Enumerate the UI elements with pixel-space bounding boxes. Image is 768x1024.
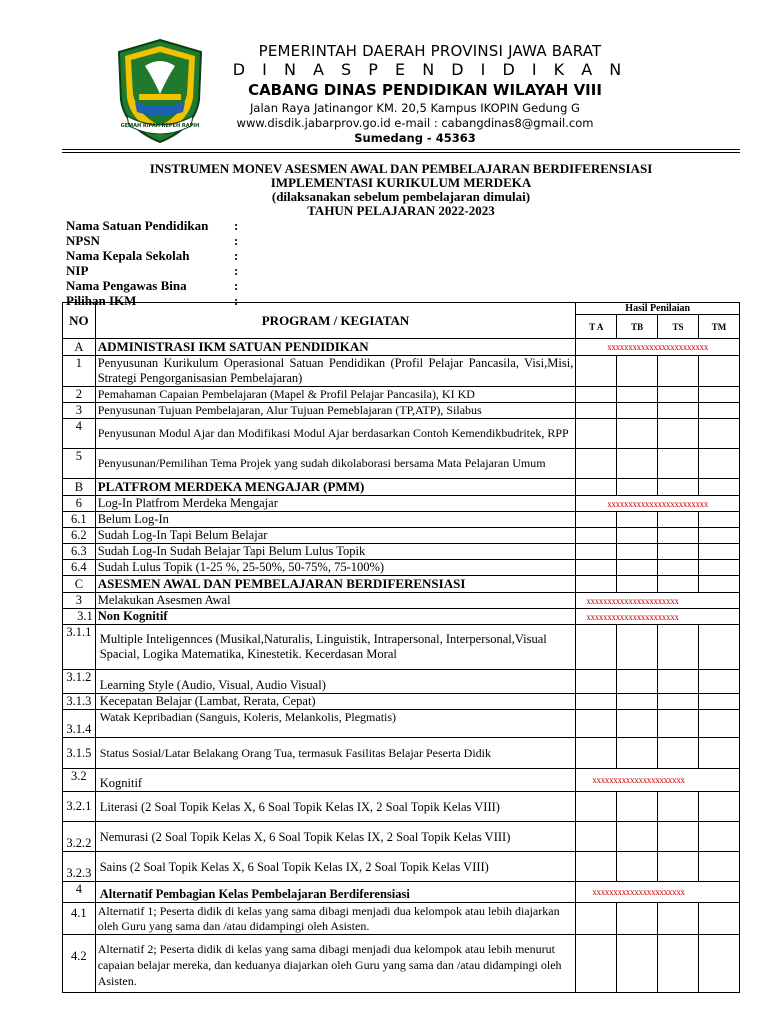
row-number: 3.1 xyxy=(63,609,96,625)
score-cell-tm[interactable] xyxy=(699,449,740,479)
score-cell-tb[interactable] xyxy=(617,449,658,479)
score-cell-ts[interactable] xyxy=(658,903,699,935)
score-cell-ts[interactable] xyxy=(658,694,699,710)
table-row xyxy=(63,792,740,822)
table-row xyxy=(63,356,740,387)
row-number: A xyxy=(63,339,96,356)
row-text: Nemurasi (2 Soal Topik Kelas X, 6 Soal Topik Kelas IX, 2 Soal Topik Kelas VIII) xyxy=(95,822,576,852)
header-ta: T A xyxy=(576,315,617,339)
row-number: 3 xyxy=(63,403,96,419)
score-cell-ta[interactable] xyxy=(576,528,617,544)
score-cell-tb[interactable] xyxy=(617,387,658,403)
letterhead-address: Jalan Raya Jatinangor KM. 20,5 Kampus IKOPIN Gedung G xyxy=(250,101,580,115)
row-text: Kognitif xyxy=(95,769,576,792)
row-number: 3.1.4 xyxy=(63,710,96,738)
header-hasil-penilaian: Hasil Penilaian xyxy=(576,303,740,315)
table-row xyxy=(63,625,740,670)
score-cell-ts[interactable] xyxy=(658,935,699,993)
row-text: Sudah Lulus Topik (1-25 %, 25-50%, 50-75%, 75-100%) xyxy=(95,560,576,576)
field-row xyxy=(66,218,244,233)
score-cell-ta[interactable] xyxy=(576,625,617,670)
table-row xyxy=(63,670,740,694)
field-row xyxy=(66,278,244,293)
score-cell-ts[interactable] xyxy=(658,528,699,544)
table-row xyxy=(63,852,740,882)
score-cell-ta[interactable] xyxy=(576,852,617,882)
score-cell-ta[interactable] xyxy=(576,935,617,993)
row-number: 6.1 xyxy=(63,512,96,528)
score-cell-tm xyxy=(699,576,740,593)
row-text: Penyusunan Modul Ajar dan Modifikasi Modul Ajar berdasarkan Contoh Kemendikbudritek, RPP xyxy=(95,419,576,449)
score-cell-ts[interactable] xyxy=(658,356,699,387)
row-text: Penyusunan/Pemilihan Tema Projek yang sudah dikolaborasi bersama Mata Pelajaran Umum xyxy=(95,449,576,479)
table-row xyxy=(63,935,740,993)
row-text: Sudah Log-In Sudah Belajar Tapi Belum Lulus Topik xyxy=(95,544,576,560)
field-colon: : xyxy=(234,233,239,248)
score-cell-tm[interactable] xyxy=(699,419,740,449)
identity-fields xyxy=(66,218,244,308)
field-row xyxy=(66,233,244,248)
letterhead-branch: CABANG DINAS PENDIDIKAN WILAYAH VIII xyxy=(248,81,602,99)
table-row xyxy=(63,710,740,738)
score-cell-tm[interactable] xyxy=(699,903,740,935)
table-row xyxy=(63,544,740,560)
score-cell-tm[interactable] xyxy=(699,625,740,670)
section-title: PLATFROM MERDEKA MENGAJAR (PMM) xyxy=(95,479,576,496)
table-row xyxy=(63,769,740,792)
row-number: 5 xyxy=(63,449,96,479)
table-row xyxy=(63,609,740,625)
row-number: 3.1.3 xyxy=(63,694,96,710)
instrument-table xyxy=(62,302,740,993)
row-number: 1 xyxy=(63,356,96,387)
table-row xyxy=(63,593,740,609)
score-cell-tm[interactable] xyxy=(699,935,740,993)
table-row xyxy=(63,822,740,852)
field-label: NPSN xyxy=(66,233,100,248)
score-cell-ts[interactable] xyxy=(658,738,699,769)
score-cell-ta[interactable] xyxy=(576,544,617,560)
score-cell-tm[interactable] xyxy=(699,852,740,882)
score-cell-ta[interactable] xyxy=(576,903,617,935)
score-cell-ts[interactable] xyxy=(658,625,699,670)
score-cell-tb[interactable] xyxy=(617,694,658,710)
score-cell-ts[interactable] xyxy=(658,512,699,528)
score-cell-ts[interactable] xyxy=(658,419,699,449)
field-label: NIP xyxy=(66,263,89,278)
score-cell-tb xyxy=(617,479,658,496)
score-cell-ta[interactable] xyxy=(576,419,617,449)
score-cell-tm[interactable] xyxy=(699,670,740,694)
section-title: ADMINISTRASI IKM SATUAN PENDIDIKAN xyxy=(95,339,576,356)
table-row xyxy=(63,449,740,479)
row-text: Log-In Platfrom Merdeka Mengajar xyxy=(95,496,576,512)
score-cell-tb[interactable] xyxy=(617,544,658,560)
row-text: Alternatif 1; Peserta didik di kelas yang sama dibagi menjadi dua kelompok atau lebih diajarkan oleh Guru yang sama dan /atau didampingi oleh Asisten. xyxy=(95,903,576,935)
score-cell-ta[interactable] xyxy=(576,403,617,419)
score-cell-ts xyxy=(658,479,699,496)
score-cell-tm[interactable] xyxy=(699,738,740,769)
score-cell-ta[interactable] xyxy=(576,694,617,710)
na-marker: xxxxxxxxxxxxxxxxxxxxxxxx xyxy=(576,339,740,356)
score-cell-ta[interactable] xyxy=(576,710,617,738)
row-text: Pemahaman Capaian Pembelajaran (Mapel & Profil Pelajar Pancasila), KI KD xyxy=(95,387,576,403)
row-number: 2 xyxy=(63,387,96,403)
score-cell-tb[interactable] xyxy=(617,852,658,882)
letterhead-agency: D I N A S P E N D I D I K A N xyxy=(232,60,628,79)
row-number: 3.1.1 xyxy=(63,625,96,670)
row-text: Melakukan Asesmen Awal xyxy=(95,593,576,609)
na-marker: xxxxxxxxxxxxxxxxxxxxxxxx xyxy=(576,496,740,512)
letterhead-web-email: www.disdik.jabarprov.go.id e-mail : cabangdinas8@gmail.com xyxy=(236,116,594,130)
score-cell-tb[interactable] xyxy=(617,738,658,769)
score-cell-ts[interactable] xyxy=(658,560,699,576)
jawa-barat-emblem-icon xyxy=(115,38,205,144)
field-colon: : xyxy=(234,293,239,308)
field-label: Pilihan IKM xyxy=(66,293,137,308)
letterhead-divider xyxy=(62,149,740,150)
header-program: PROGRAM / KEGIATAN xyxy=(95,303,576,339)
row-number: 6.2 xyxy=(63,528,96,544)
table-row xyxy=(63,576,740,593)
row-text: Penyusunan Tujuan Pembelajaran, Alur Tujuan Pemeblajaran (TP,ATP), Silabus xyxy=(95,403,576,419)
score-cell-ts[interactable] xyxy=(658,792,699,822)
score-cell-tb[interactable] xyxy=(617,625,658,670)
field-label: Nama Kepala Sekolah xyxy=(66,248,190,263)
row-number: 3.2.1 xyxy=(63,792,96,822)
score-cell-ta[interactable] xyxy=(576,449,617,479)
score-cell-tm[interactable] xyxy=(699,403,740,419)
score-cell-tb[interactable] xyxy=(617,710,658,738)
header-tb: TB xyxy=(617,315,658,339)
document-subtitle: IMPLEMENTASI KURIKULUM MERDEKA xyxy=(270,175,532,190)
row-number: 3 xyxy=(63,593,96,609)
row-text: Sudah Log-In Tapi Belum Belajar xyxy=(95,528,576,544)
row-text: Literasi (2 Soal Topik Kelas X, 6 Soal Topik Kelas IX, 2 Soal Topik Kelas VIII) xyxy=(95,792,576,822)
field-colon: : xyxy=(234,263,239,278)
score-cell-tb[interactable] xyxy=(617,528,658,544)
score-cell-ts[interactable] xyxy=(658,710,699,738)
score-cell-ta[interactable] xyxy=(576,792,617,822)
score-cell-tm[interactable] xyxy=(699,544,740,560)
score-cell-ts[interactable] xyxy=(658,670,699,694)
table-row xyxy=(63,496,740,512)
row-text: Multiple Inteligennces (Musikal,Naturalis, Linguistik, Intrapersonal, Interpersonal,Visual Spacial, Logika Matematika, Kinestetik. Kecerdasan Moral xyxy=(95,625,576,670)
score-cell-tm xyxy=(699,479,740,496)
row-number: 3.2.3 xyxy=(63,852,96,882)
score-cell-tb[interactable] xyxy=(617,560,658,576)
score-cell-ta[interactable] xyxy=(576,512,617,528)
na-marker: xxxxxxxxxxxxxxxxxxxxxx xyxy=(576,882,740,903)
table-row xyxy=(63,882,740,903)
section-title: Alternatif Pembagian Kelas Pembelajaran Berdiferensiasi xyxy=(95,882,576,903)
score-cell-ta[interactable] xyxy=(576,387,617,403)
row-number: 6 xyxy=(63,496,96,512)
score-cell-tm[interactable] xyxy=(699,528,740,544)
score-cell-tb[interactable] xyxy=(617,903,658,935)
score-cell-tb[interactable] xyxy=(617,792,658,822)
na-marker: xxxxxxxxxxxxxxxxxxxxxx xyxy=(576,609,740,625)
row-number: 3.1.5 xyxy=(63,738,96,769)
row-text: Non Kognitif xyxy=(95,609,576,625)
row-number: 3.2 xyxy=(63,769,96,792)
score-cell-ta[interactable] xyxy=(576,560,617,576)
letterhead-city: Sumedang - 45363 xyxy=(354,131,476,145)
row-text: Kecepatan Belajar (Lambat, Rerata, Cepat) xyxy=(95,694,576,710)
row-number: 6.4 xyxy=(63,560,96,576)
score-cell-ta[interactable] xyxy=(576,356,617,387)
score-cell-tm[interactable] xyxy=(699,694,740,710)
score-cell-ts[interactable] xyxy=(658,387,699,403)
table-row xyxy=(63,479,740,496)
row-text: Penyusunan Kurikulum Operasional Satuan Pendidikan (Profil Pelajar Pancasila, Visi,Misi, Strategi Pengorganisasian Pembelajaran) xyxy=(95,356,576,387)
header-tm: TM xyxy=(699,315,740,339)
score-cell-tm[interactable] xyxy=(699,710,740,738)
row-number: 3.1.2 xyxy=(63,670,96,694)
score-cell-tb xyxy=(617,576,658,593)
row-text: Watak Kepribadian (Sanguis, Koleris, Melankolis, Plegmatis) xyxy=(95,710,576,738)
score-cell-tb[interactable] xyxy=(617,822,658,852)
field-row xyxy=(66,263,244,278)
score-cell-tm[interactable] xyxy=(699,792,740,822)
score-cell-tm[interactable] xyxy=(699,822,740,852)
row-text: Learning Style (Audio, Visual, Audio Visual) xyxy=(95,670,576,694)
score-cell-tb[interactable] xyxy=(617,670,658,694)
score-cell-ts xyxy=(658,576,699,593)
header-ts: TS xyxy=(658,315,699,339)
score-cell-ts[interactable] xyxy=(658,449,699,479)
score-cell-tb[interactable] xyxy=(617,356,658,387)
row-number: 6.3 xyxy=(63,544,96,560)
score-cell-ts[interactable] xyxy=(658,822,699,852)
score-cell-tb[interactable] xyxy=(617,419,658,449)
score-cell-tb[interactable] xyxy=(617,935,658,993)
table-row xyxy=(63,694,740,710)
table-row xyxy=(63,512,740,528)
table-row xyxy=(63,339,740,356)
score-cell-tm[interactable] xyxy=(699,387,740,403)
field-colon: : xyxy=(234,248,239,263)
score-cell-ts[interactable] xyxy=(658,403,699,419)
row-text: Status Sosial/Latar Belakang Orang Tua, termasuk Fasilitas Belajar Peserta Didik xyxy=(95,738,576,769)
document-title: INSTRUMEN MONEV ASESMEN AWAL DAN PEMBELAJARAN BERDIFERENSIASI xyxy=(149,161,653,176)
na-marker: xxxxxxxxxxxxxxxxxxxxxx xyxy=(576,593,740,609)
letterhead-divider-thin xyxy=(62,152,740,153)
row-text: Sains (2 Soal Topik Kelas X, 6 Soal Topik Kelas IX, 2 Soal Topik Kelas VIII) xyxy=(95,852,576,882)
score-cell-tm[interactable] xyxy=(699,356,740,387)
score-cell-tm[interactable] xyxy=(699,560,740,576)
field-colon: : xyxy=(234,218,239,233)
document-year: TAHUN PELAJARAN 2022-2023 xyxy=(307,203,495,218)
row-number: 4 xyxy=(63,419,96,449)
header-no: NO xyxy=(63,303,96,339)
row-number: B xyxy=(63,479,96,496)
score-cell-tb[interactable] xyxy=(617,403,658,419)
table-row xyxy=(63,403,740,419)
score-cell-ts[interactable] xyxy=(658,544,699,560)
field-label: Nama Satuan Pendidikan xyxy=(66,218,209,233)
row-text: Alternatif 2; Peserta didik di kelas yang sama dibagi menjadi dua kelompok atau lebih menurut capaian belajar mereka, dan keduanya diajarkan oleh Guru yang sama dan /atau didampingi oleh Asisten. xyxy=(95,935,576,993)
table-row xyxy=(63,387,740,403)
score-cell-ta xyxy=(576,576,617,593)
table-row xyxy=(63,419,740,449)
letterhead-government: PEMERINTAH DAERAH PROVINSI JAWA BARAT xyxy=(258,42,602,60)
table-row xyxy=(63,560,740,576)
document-note: (dilaksanakan sebelum pembelajaran dimulai) xyxy=(271,189,531,204)
table-row xyxy=(63,738,740,769)
score-cell-ta xyxy=(576,479,617,496)
table-row xyxy=(63,528,740,544)
row-number: 4.1 xyxy=(63,903,96,935)
field-label: Nama Pengawas Bina xyxy=(66,278,187,293)
score-cell-tb[interactable] xyxy=(617,512,658,528)
score-cell-tm[interactable] xyxy=(699,512,740,528)
svg-text:GEMAH RIPAH REPEH RAPIH: GEMAH RIPAH REPEH RAPIH xyxy=(120,123,200,129)
score-cell-ta[interactable] xyxy=(576,822,617,852)
field-colon: : xyxy=(234,278,239,293)
score-cell-ta[interactable] xyxy=(576,738,617,769)
na-marker: xxxxxxxxxxxxxxxxxxxxxx xyxy=(576,769,740,792)
row-number: 4 xyxy=(63,882,96,903)
score-cell-ts[interactable] xyxy=(658,852,699,882)
section-title: ASESMEN AWAL DAN PEMBELAJARAN BERDIFERENSIASI xyxy=(95,576,576,593)
field-row xyxy=(66,248,244,263)
table-row xyxy=(63,903,740,935)
row-number: C xyxy=(63,576,96,593)
row-text: Belum Log-In xyxy=(95,512,576,528)
row-number: 3.2.2 xyxy=(63,822,96,852)
row-number: 4.2 xyxy=(63,935,96,993)
score-cell-ta[interactable] xyxy=(576,670,617,694)
